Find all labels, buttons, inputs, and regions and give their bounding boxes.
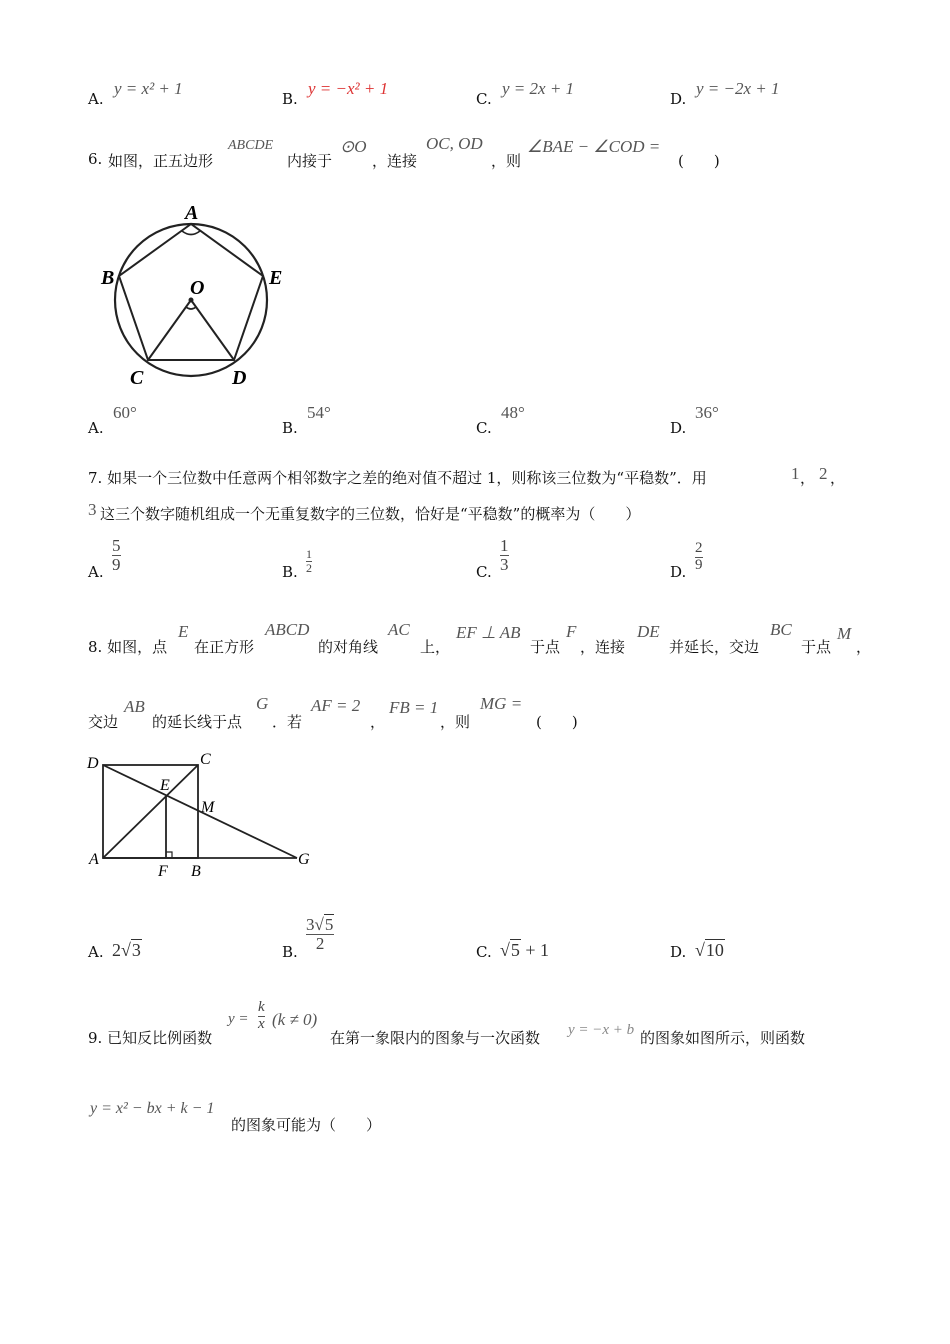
q8-option-a-letter: A.	[88, 943, 104, 961]
q7-option-d-num: 2	[695, 540, 703, 556]
q8-label-d: D	[87, 755, 99, 772]
q7-digit-3: 3	[88, 500, 97, 519]
q8-math-m: M	[837, 624, 852, 643]
q6-option-d-value: 36°	[695, 403, 719, 422]
q6-label-a: A	[185, 202, 199, 224]
q8-option-d-letter: D.	[670, 943, 687, 961]
q7-option-b-den: 2	[306, 560, 312, 575]
q6-option-c-value: 48°	[501, 403, 525, 422]
q6-angle-mark-a	[182, 231, 200, 235]
q8-text-10: 交边	[88, 713, 119, 731]
q8-option-c-tail: + 1	[525, 940, 550, 960]
q7-line-2: 这三个数字随机组成一个无重复数字的三位数，恰好是“平稳数”的概率为（ ）	[100, 505, 641, 523]
q9-math-lhs: y =	[228, 1011, 249, 1027]
q8-text-1: 8. 如图，点	[88, 638, 168, 656]
q9-math-num: k	[258, 999, 265, 1015]
q8-label-f: F	[158, 863, 168, 880]
q6-math-oc-od: OC, OD	[426, 134, 483, 153]
q7-option-c-letter: C.	[476, 563, 492, 581]
q7-option-a-num: 5	[112, 536, 121, 555]
q5-option-a-letter: A.	[88, 90, 104, 108]
q6-math-angle-expr: ∠BAE − ∠COD =	[527, 137, 661, 156]
q7-digit-2: 2	[819, 464, 828, 483]
q8-option-d-radicand: 10	[705, 940, 724, 960]
q7-option-a-letter: A.	[88, 563, 104, 581]
q7-option-c-den: 3	[500, 554, 509, 574]
q8-label-b: B	[191, 863, 201, 880]
q8-text-5: 于点	[530, 638, 561, 656]
q6-math-circle-o: ⊙O	[340, 137, 367, 156]
q5-option-b-expr: y = −x² + 1	[308, 79, 389, 98]
q8-label-m: M	[201, 799, 215, 816]
q8-option-d-expr	[695, 940, 725, 961]
q7-option-d-fraction	[695, 541, 703, 574]
q8-math-af: AF = 2	[311, 696, 361, 715]
q7-comma-2: ，	[830, 469, 846, 487]
q9-math-fraction	[258, 1000, 265, 1033]
q7-option-d-den: 9	[695, 556, 703, 573]
q8-math-f: F	[566, 622, 577, 641]
q8-math-ac: AC	[388, 620, 410, 639]
q8-text-14: ，则	[440, 713, 471, 731]
q8-text-11: 的延长线于点	[152, 713, 243, 731]
q8-math-abcd: ABCD	[265, 620, 310, 639]
q8-option-b-radical-sign: √	[314, 915, 324, 934]
q8-label-a: A	[89, 851, 99, 868]
q9-math-condition: (k ≠ 0)	[272, 1010, 318, 1029]
q6-label-e: E	[269, 267, 283, 289]
q6-label-c: C	[130, 367, 144, 389]
q6-option-a-letter: A.	[88, 419, 104, 437]
q6-angle-mark-o	[186, 307, 196, 309]
q7-comma-1: ，	[800, 469, 816, 487]
q6-option-a-value: 60°	[113, 403, 137, 422]
q8-option-b-num-coef: 3	[306, 915, 315, 934]
q6-label-o: O	[190, 277, 205, 299]
q9-math-linear: y = −x + b	[568, 1022, 635, 1038]
q5-option-d-expr: y = −2x + 1	[696, 79, 780, 98]
q8-label-c: C	[200, 751, 211, 768]
q8-math-ab: AB	[124, 697, 145, 716]
q6-text-3: ，连接	[372, 152, 418, 170]
q8-option-c-radicand: 5	[510, 940, 520, 960]
q8-math-ef-perp-ab: EF ⊥ AB	[456, 623, 521, 642]
q8-text-7: 并延长，交边	[669, 638, 760, 656]
q7-option-b-num: 1	[306, 547, 312, 561]
q7-digit-1: 1	[791, 464, 800, 483]
q7-option-d-letter: D.	[670, 563, 687, 581]
q5-option-b-letter: B.	[282, 90, 298, 108]
q9-math-den: x	[258, 1015, 265, 1032]
q9-text-2: 在第一象限内的图象与一次函数	[330, 1029, 541, 1047]
q5-option-a-expr: y = x² + 1	[114, 79, 183, 98]
q9-math-quadratic: y = x² − bx + k − 1	[90, 1100, 215, 1117]
q6-text-4: ，则	[491, 152, 522, 170]
q9-text-3: 的图象如图所示，则函数	[640, 1029, 806, 1047]
q6-label-d: D	[232, 367, 247, 389]
q7-option-b-letter: B.	[282, 563, 298, 581]
q8-math-de: DE	[637, 622, 660, 641]
q8-line-dg	[103, 765, 297, 858]
q8-text-4: 上，	[420, 638, 451, 656]
q8-option-a-radical-sign: √	[121, 940, 131, 960]
q8-option-b-num-radicand: 5	[324, 915, 334, 934]
q8-text-8: 于点	[801, 638, 832, 656]
q8-option-c-expr	[500, 940, 549, 961]
q9-text-1: 9. 已知反比例函数	[88, 1029, 213, 1047]
q6-option-b-letter: B.	[282, 419, 298, 437]
q8-text-6: ，连接	[580, 638, 626, 656]
q8-option-b-numerator	[306, 916, 334, 934]
q5-option-c-expr: y = 2x + 1	[502, 79, 575, 98]
q6-math-abcde: ABCDE	[228, 138, 274, 153]
q8-text-12: ．若	[272, 713, 303, 731]
q8-option-d-radical-sign: √	[695, 940, 705, 960]
q6-option-b-value: 54°	[307, 403, 331, 422]
q9-text-4: 的图象可能为（ ）	[231, 1116, 382, 1134]
q6-text-1: 如图，正五边形	[108, 152, 214, 170]
q8-text-13: ，	[370, 713, 386, 731]
q8-math-mg: MG =	[480, 694, 523, 713]
q8-option-b-den: 2	[315, 933, 325, 953]
q5-option-c-letter: C.	[476, 90, 492, 108]
q6-segment-oc	[148, 300, 191, 360]
q8-option-b-letter: B.	[282, 943, 298, 961]
q8-option-a-expr	[112, 940, 142, 961]
q8-option-a-radicand: 3	[131, 940, 141, 960]
q7-option-a-fraction	[112, 537, 121, 574]
q7-option-c-num: 1	[500, 536, 509, 555]
q8-text-2: 在正方形	[194, 638, 255, 656]
q8-text-3: 的对角线	[318, 638, 379, 656]
q8-diagonal-ac	[103, 765, 198, 858]
q8-option-c-letter: C.	[476, 943, 492, 961]
q8-option-c-radical-sign: √	[500, 940, 510, 960]
q8-text-9: ，	[856, 638, 872, 656]
q8-option-a-coef: 2	[112, 940, 121, 960]
q6-option-d-letter: D.	[670, 419, 687, 437]
q8-math-g: G	[256, 694, 269, 713]
q5-option-d-letter: D.	[670, 90, 687, 108]
q8-label-g: G	[298, 851, 310, 868]
q8-paren: ( )	[536, 713, 578, 731]
q6-number: 6.	[88, 150, 103, 168]
q7-option-a-den: 9	[112, 554, 121, 574]
q8-math-fb: FB = 1	[389, 698, 439, 717]
q7-line-1: 7. 如果一个三位数中任意两个相邻数字之差的绝对值不超过 1，则称该三位数为“平稳数”．用	[88, 469, 707, 487]
q8-label-e: E	[160, 777, 170, 794]
q6-label-b: B	[101, 267, 115, 289]
q6-text-2: 内接于	[287, 152, 333, 170]
q6-figure-pentagon-in-circle	[96, 196, 316, 392]
q8-math-e: E	[178, 622, 189, 641]
q8-math-bc: BC	[770, 620, 792, 639]
q8-figure-square	[84, 748, 320, 882]
q6-paren: ( )	[678, 152, 720, 170]
q7-option-c-fraction	[500, 537, 509, 574]
q7-option-b-fraction	[306, 548, 312, 574]
q6-segment-od	[191, 300, 234, 360]
q6-option-c-letter: C.	[476, 419, 492, 437]
q8-option-b-fraction	[306, 916, 334, 953]
